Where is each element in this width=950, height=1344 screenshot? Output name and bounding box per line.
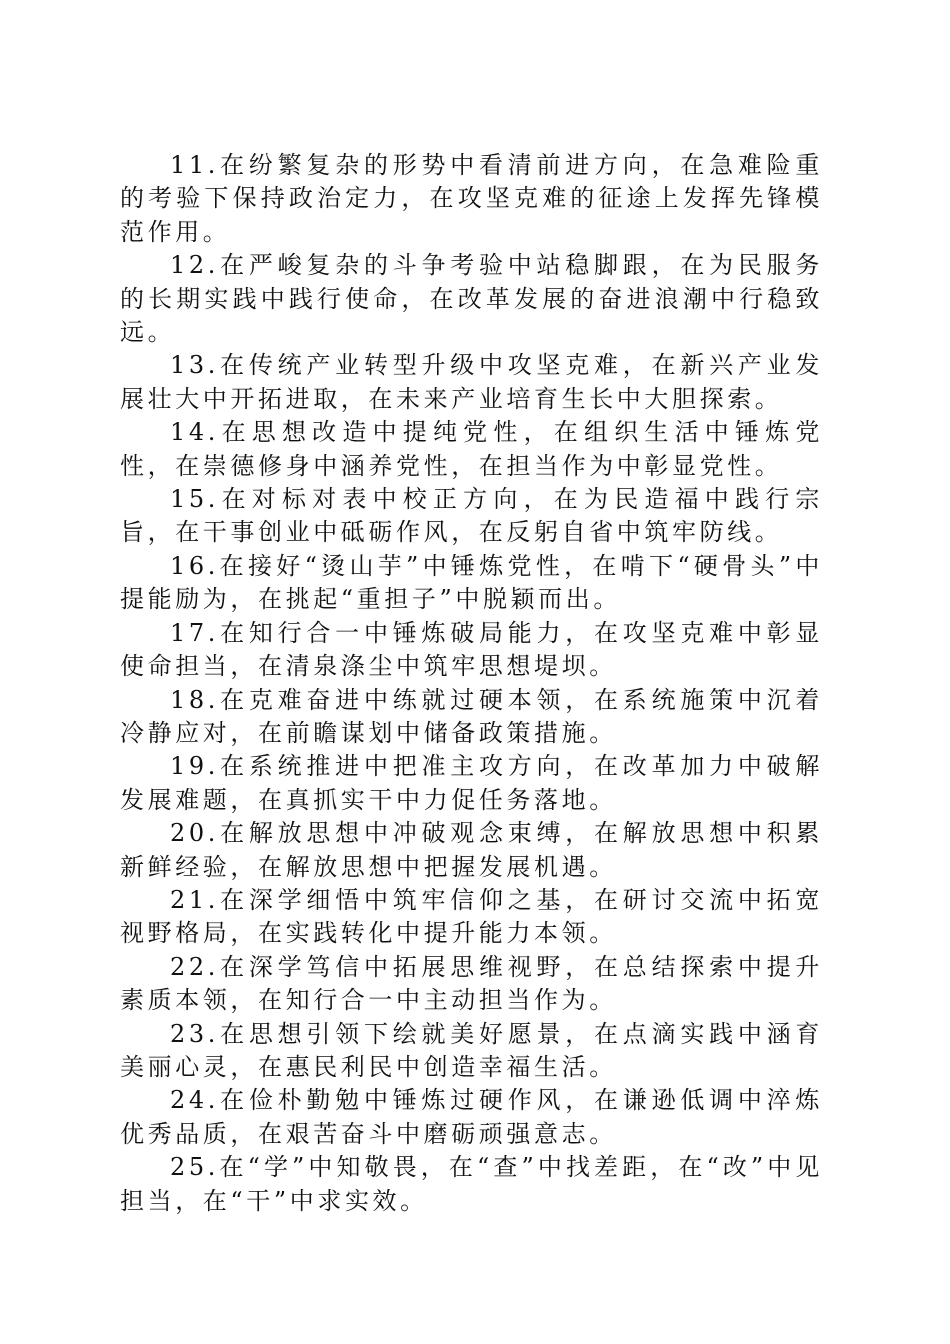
paragraph-12: 12.在严峻复杂的斗争考验中站稳脚跟，在为民服务的长期实践中践行使命，在改革发展的奋进浪潮中行稳致远。	[120, 251, 823, 347]
paragraph-19: 19.在系统推进中把准主攻方向，在改革加力中破解发展难题，在真抓实干中力促任务落地。	[120, 752, 823, 814]
paragraph-22: 22.在深学笃信中拓展思维视野，在总结探索中提升素质本领，在知行合一中主动担当作为。	[120, 952, 823, 1015]
paragraph-21: 21.在深学细悟中筑牢信仰之基，在研讨交流中拓宽视野格局，在实践转化中提升能力本领。	[120, 885, 823, 948]
paragraph-13: 13.在传统产业转型升级中攻坚克难，在新兴产业发展壮大中开拓进取，在未来产业培育生长中大胆探索。	[120, 351, 823, 413]
document-body	[120, 149, 823, 1218]
paragraph-11: 11.在纷繁复杂的形势中看清前进方向，在急难险重的考验下保持政治定力，在攻坚克难的征途上发挥先锋模范作用。	[120, 151, 823, 246]
paragraph-15: 15.在对标对表中校正方向，在为民造福中践行宗旨，在干事创业中砥砺作风，在反躬自省中筑牢防线。	[120, 485, 823, 547]
paragraph-23: 23.在思想引领下绘就美好愿景，在点滴实践中涵育美丽心灵，在惠民利民中创造幸福生活。	[120, 1019, 823, 1081]
paragraph-24: 24.在俭朴勤勉中锤炼过硬作风，在谦逊低调中淬炼优秀品质，在艰苦奋斗中磨砺顽强意志。	[120, 1086, 823, 1148]
paragraph-16: 16.在接好“烫山芋”中锤炼党性，在啃下“硬骨头”中提能励为，在挑起“重担子”中脱颖而出。	[120, 551, 823, 614]
paragraph-20: 20.在解放思想中冲破观念束缚，在解放思想中积累新鲜经验，在解放思想中把握发展机遇。	[120, 819, 823, 881]
paragraph-17: 17.在知行合一中锤炼破局能力，在攻坚克难中彰显使命担当，在清泉涤尘中筑牢思想堤坝。	[120, 618, 823, 681]
paragraph-25: 25.在“学”中知敬畏，在“查”中找差距，在“改”中见担当，在“干”中求实效。	[120, 1153, 823, 1215]
paragraph-18: 18.在克难奋进中练就过硬本领，在系统施策中沉着冷静应对，在前瞻谋划中储备政策措施。	[120, 685, 823, 747]
paragraph-14: 14.在思想改造中提纯党性，在组织生活中锤炼党性，在崇德修身中涵养党性，在担当作为中彰显党性。	[120, 418, 823, 480]
